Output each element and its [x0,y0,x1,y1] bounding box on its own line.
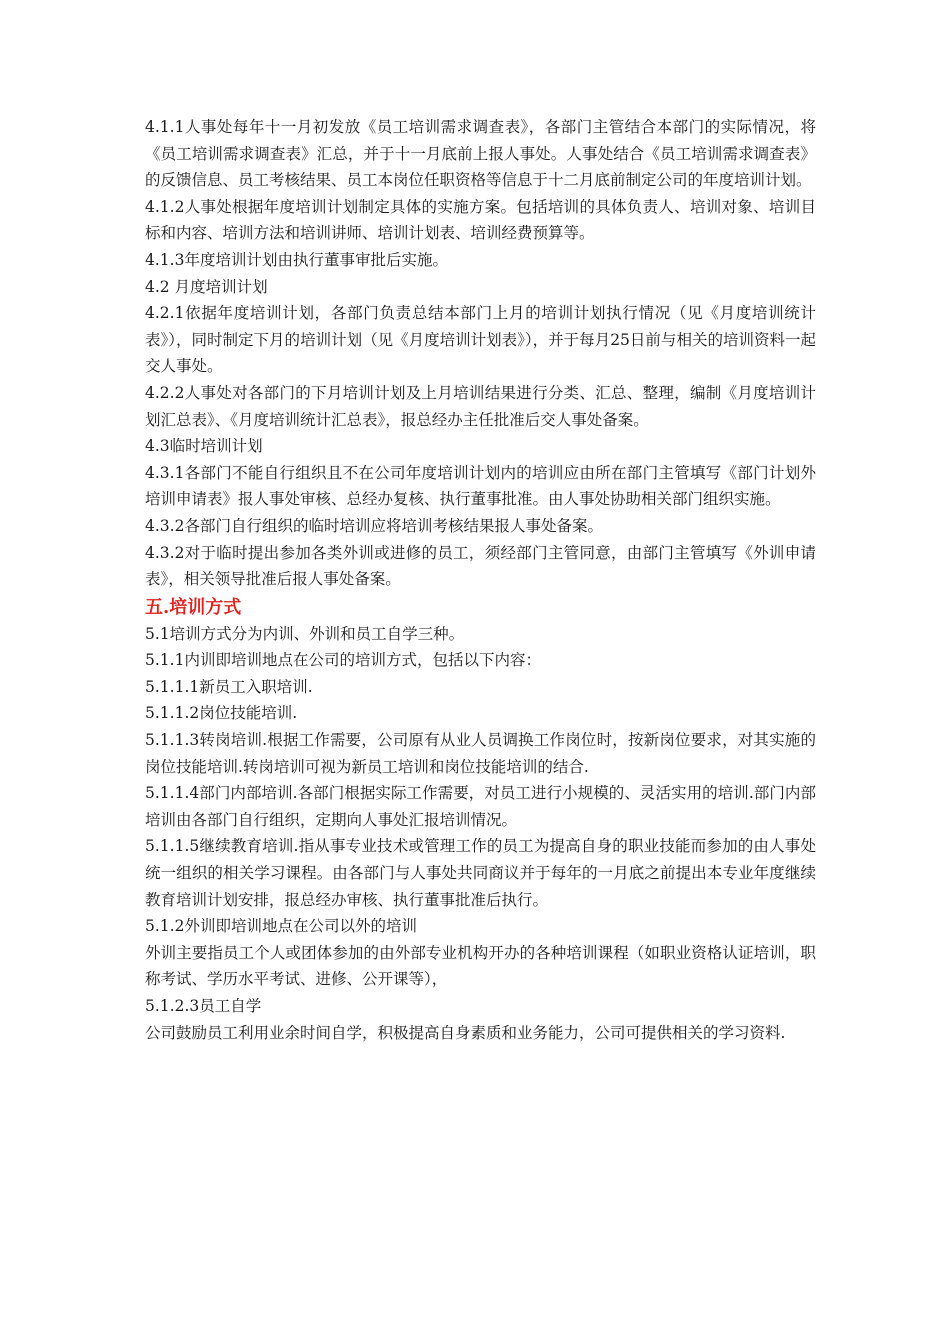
paragraph-self-study: 公司鼓励员工利用业余时间自学，积极提高自身素质和业务能力，公司可提供相关的学习资料. [145,1023,786,1042]
paragraph-5-1-1-4: 5.1.1.4部门内部培训.各部门根据实际工作需要，对员工进行小规模的、灵活实用的培训.部门内部培训由各部门自行组织，定期向人事处汇报培训情况。 [145,784,816,829]
paragraph-4-2-1: 4.2.1依据年度培训计划，各部门负责总结本部门上月的培训计划执行情况（见《月度培训统计表》），同时制定下月的培训计划（见《月度培训计划表》），并于每月25日前与相关的培训资料一起交人事处。 [145,304,816,376]
paragraph-5-1-1-1: 5.1.1.1新员工入职培训. [145,677,313,696]
paragraph-5-1-1: 5.1.1内训即培训地点在公司的培训方式，包括以下内容： [145,651,541,670]
paragraph-4-3-2-b: 4.3.2对于临时提出参加各类外训或进修的员工，须经部门主管同意，由部门主管填写《外训申请表》，相关领导批准后报人事处备案。 [145,543,816,589]
paragraph-5-1-2-3: 5.1.2.3员工自学 [145,997,262,1015]
paragraph-5-1-1-2: 5.1.1.2岗位技能培训. [145,704,298,723]
paragraph-4-1-3: 4.1.3年度培训计划由执行董事审批后实施。 [145,250,448,269]
paragraph-4-2-2: 4.2.2人事处对各部门的下月培训计划及上月培训结果进行分类、汇总、整理，编制《月度培训计划汇总表》、《月度培训统计汇总表》，报总经办主任批准后交人事处备案。 [145,383,816,429]
paragraph-5-1-1-5: 5.1.1.5继续教育培训.指从事专业技术或管理工作的员工为提高自身的职业技能而参加的由人事处统一组织的相关学习课程。由各部门与人事处共同商议并于每年的一月底之前提出本专业年度继续教育培训计划安排，报总经办审核、执行董事批准后执行。 [145,837,816,909]
paragraph-4-3-2-a: 4.3.2各部门自行组织的临时培训应将培训考核结果报人事处备案。 [145,516,603,535]
subheading-4-3: 4.3临时培训计划 [145,437,263,456]
paragraph-4-1-1: 4.1.1人事处每年十一月初发放《员工培训需求调查表》，各部门主管结合本部门的实际情况，将《员工培训需求调查表》汇总，并于十一月底前上报人事处。人事处结合《员工培训需求调查表》的反馈信息、员工考核结果、员工本岗位任职资格等信息于十二月底前制定公司的年度培训计划。 [145,118,816,190]
paragraph-5-1-2: 5.1.2外训即培训地点在公司以外的培训 [145,917,417,936]
section-heading-5: 五.培训方式 [145,596,242,618]
paragraph-external-training: 外训主要指员工个人或团体参加的由外部专业机构开办的各种培训课程（如职业资格认证培训，职称考试、学历水平考试、进修、公开课等）， [145,943,816,989]
paragraph-5-1-1-3: 5.1.1.3转岗培训.根据工作需要，公司原有从业人员调换工作岗位时，按新岗位要求，对其实施的岗位技能培训.转岗培训可视为新员工培训和岗位技能培训的结合. [145,731,816,776]
paragraph-4-3-1: 4.3.1各部门不能自行组织且不在公司年度培训计划内的培训应由所在部门主管填写《部门计划外培训申请表》报人事处审核、总经办复核、执行董事批准。由人事处协助相关部门组织实施。 [145,463,816,509]
paragraph-4-1-2: 4.1.2人事处根据年度培训计划制定具体的实施方案。包括培训的具体负责人、培训对象、培训目标和内容、培训方法和培训讲师、培训计划表、培训经费预算等。 [145,197,816,243]
subheading-4-2: 4.2 月度培训计划 [145,277,268,296]
paragraph-5-1: 5.1培训方式分为内训、外训和员工自学三种。 [145,624,465,643]
